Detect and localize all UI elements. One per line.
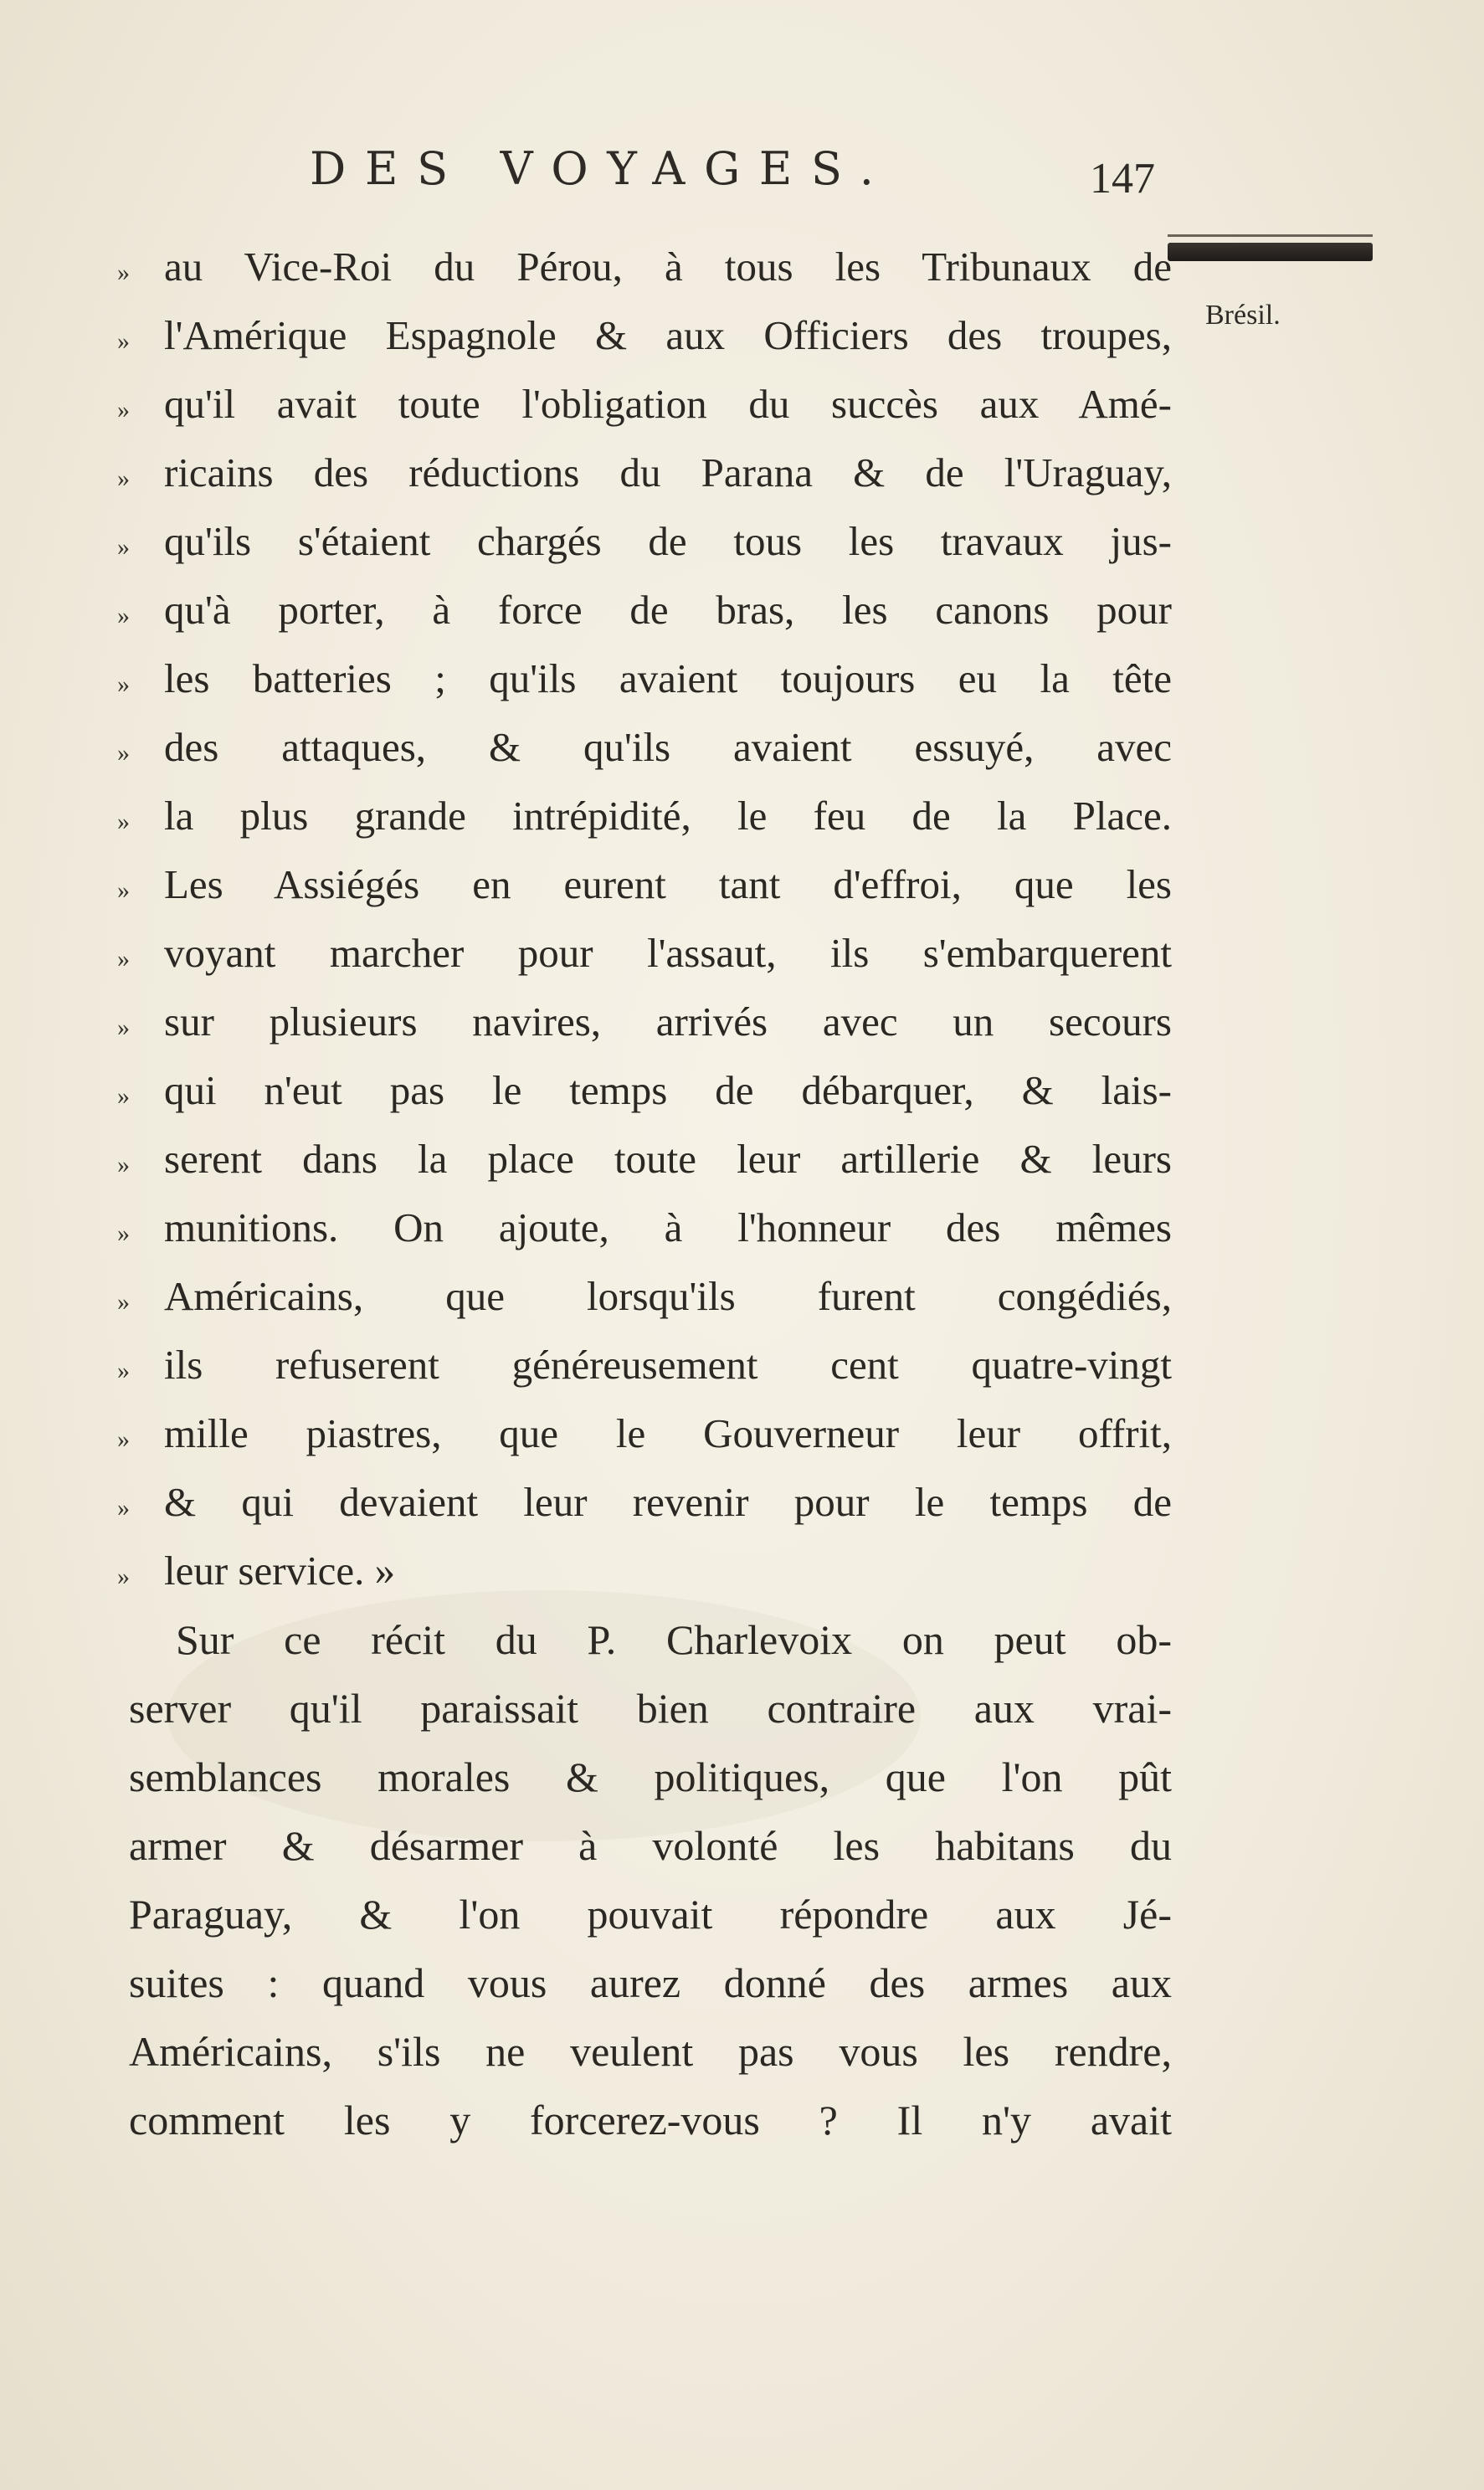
quoted-line <box>117 1537 1172 1605</box>
paragraph-line: suites : quand vous aurez donné des armes aux <box>129 1959 1172 2006</box>
quoted-line-text: qu'à porter, à force de bras, les canons pour <box>164 587 1172 633</box>
quote-mark: » <box>117 1425 130 1453</box>
quoted-line-text: serent dans la place toute leur artillerie & leurs <box>164 1136 1172 1182</box>
quote-mark: » <box>117 533 130 561</box>
quoted-line-text: munitions. On ajoute, à l'honneur des mêmes <box>164 1204 1172 1250</box>
quoted-line <box>117 1331 1172 1399</box>
quoted-line <box>117 439 1172 507</box>
quote-mark: » <box>117 945 130 973</box>
quote-mark: » <box>117 808 130 835</box>
body-text <box>117 233 1172 2154</box>
quoted-line <box>117 1125 1172 1194</box>
quote-mark: » <box>117 465 130 492</box>
marginal-note: Brésil. <box>1205 300 1281 331</box>
quote-mark: » <box>117 1082 130 1110</box>
quote-mark: » <box>117 876 130 904</box>
quote-mark: » <box>117 602 130 629</box>
quoted-line <box>117 919 1172 988</box>
quote-mark: » <box>117 1288 130 1316</box>
quoted-line-text: leur service. » <box>164 1548 396 1594</box>
quoted-line-text: Américains, que lorsqu'ils furent congédiés, <box>164 1273 1172 1319</box>
quote-mark: » <box>117 1014 130 1041</box>
paragraph-line: armer & désarmer à volonté les habitans du <box>129 1822 1172 1869</box>
quote-mark: » <box>117 396 130 424</box>
quote-mark: » <box>117 1151 130 1178</box>
quoted-line-text: l'Amérique Espagnole & aux Officiers des troupes, <box>164 312 1172 358</box>
quote-mark: » <box>117 1357 130 1384</box>
quoted-line <box>117 988 1172 1056</box>
paragraph-line: semblances morales & politiques, que l'on pût <box>129 1753 1172 1800</box>
quoted-line-text: des attaques, & qu'ils avaient essuyé, avec <box>164 724 1172 770</box>
quoted-line-text: ricains des réductions du Parana & de l'Uraguay, <box>164 449 1172 495</box>
quoted-line <box>117 301 1172 370</box>
quoted-line-text: qui n'eut pas le temps de débarquer, & lais- <box>164 1067 1172 1113</box>
quoted-line <box>117 1262 1172 1331</box>
quoted-line <box>117 782 1172 850</box>
quoted-line <box>117 1468 1172 1537</box>
quoted-line <box>117 1194 1172 1262</box>
paragraph-line: Américains, s'ils ne veulent pas vous les rendre, <box>129 2028 1172 2075</box>
quoted-line <box>117 1399 1172 1468</box>
quote-mark: » <box>117 1494 130 1522</box>
paragraph-line: server qu'il paraissait bien contraire aux vrai- <box>129 1685 1172 1732</box>
quote-mark: » <box>117 670 130 698</box>
quoted-line-text: ils refuserent généreusement cent quatre-vingt <box>164 1342 1172 1388</box>
page-number: 147 <box>1090 155 1155 203</box>
quoted-line-text: qu'il avait toute l'obligation du succès aux Amé- <box>164 381 1172 427</box>
quoted-line-text: mille piastres, que le Gouverneur leur offrit, <box>164 1410 1172 1456</box>
running-title: DES VOYAGES. <box>310 142 893 195</box>
quoted-line <box>117 850 1172 919</box>
quoted-line <box>117 507 1172 576</box>
quoted-line-text: voyant marcher pour l'assaut, ils s'embarquerent <box>164 930 1172 976</box>
quoted-line-text: Les Assiégés en eurent tant d'effroi, que les <box>164 861 1172 907</box>
quoted-line-text: la plus grande intrépidité, le feu de la Place. <box>164 793 1172 839</box>
paragraph-line: Sur ce récit du P. Charlevoix on peut ob- <box>176 1616 1172 1663</box>
quoted-line <box>117 644 1172 713</box>
quoted-line-text: & qui devaient leur revenir pour le temps de <box>164 1479 1172 1525</box>
quote-mark: » <box>117 739 130 767</box>
quote-mark: » <box>117 327 130 355</box>
paragraph-line: comment les y forcerez-vous ? Il n'y avait <box>129 2097 1172 2143</box>
quoted-line <box>117 1056 1172 1125</box>
page-header <box>310 142 1189 218</box>
quoted-line <box>117 576 1172 644</box>
quote-mark: » <box>117 259 130 286</box>
quoted-line-text: qu'ils s'étaient chargés de tous les travaux jus- <box>164 518 1172 564</box>
quoted-line <box>117 713 1172 782</box>
quoted-line-text: sur plusieurs navires, arrivés avec un secours <box>164 999 1172 1045</box>
quoted-line-text: les batteries ; qu'ils avaient toujours eu la tête <box>164 655 1172 701</box>
quote-mark: » <box>117 1563 130 1590</box>
quoted-line <box>117 370 1172 439</box>
paragraph-line: Paraguay, & l'on pouvait répondre aux Jé- <box>129 1891 1172 1938</box>
quoted-line-text: au Vice-Roi du Pérou, à tous les Tribunaux de <box>164 244 1172 290</box>
quoted-line <box>117 233 1172 301</box>
margin-rule <box>1168 243 1373 261</box>
quote-mark: » <box>117 1219 130 1247</box>
